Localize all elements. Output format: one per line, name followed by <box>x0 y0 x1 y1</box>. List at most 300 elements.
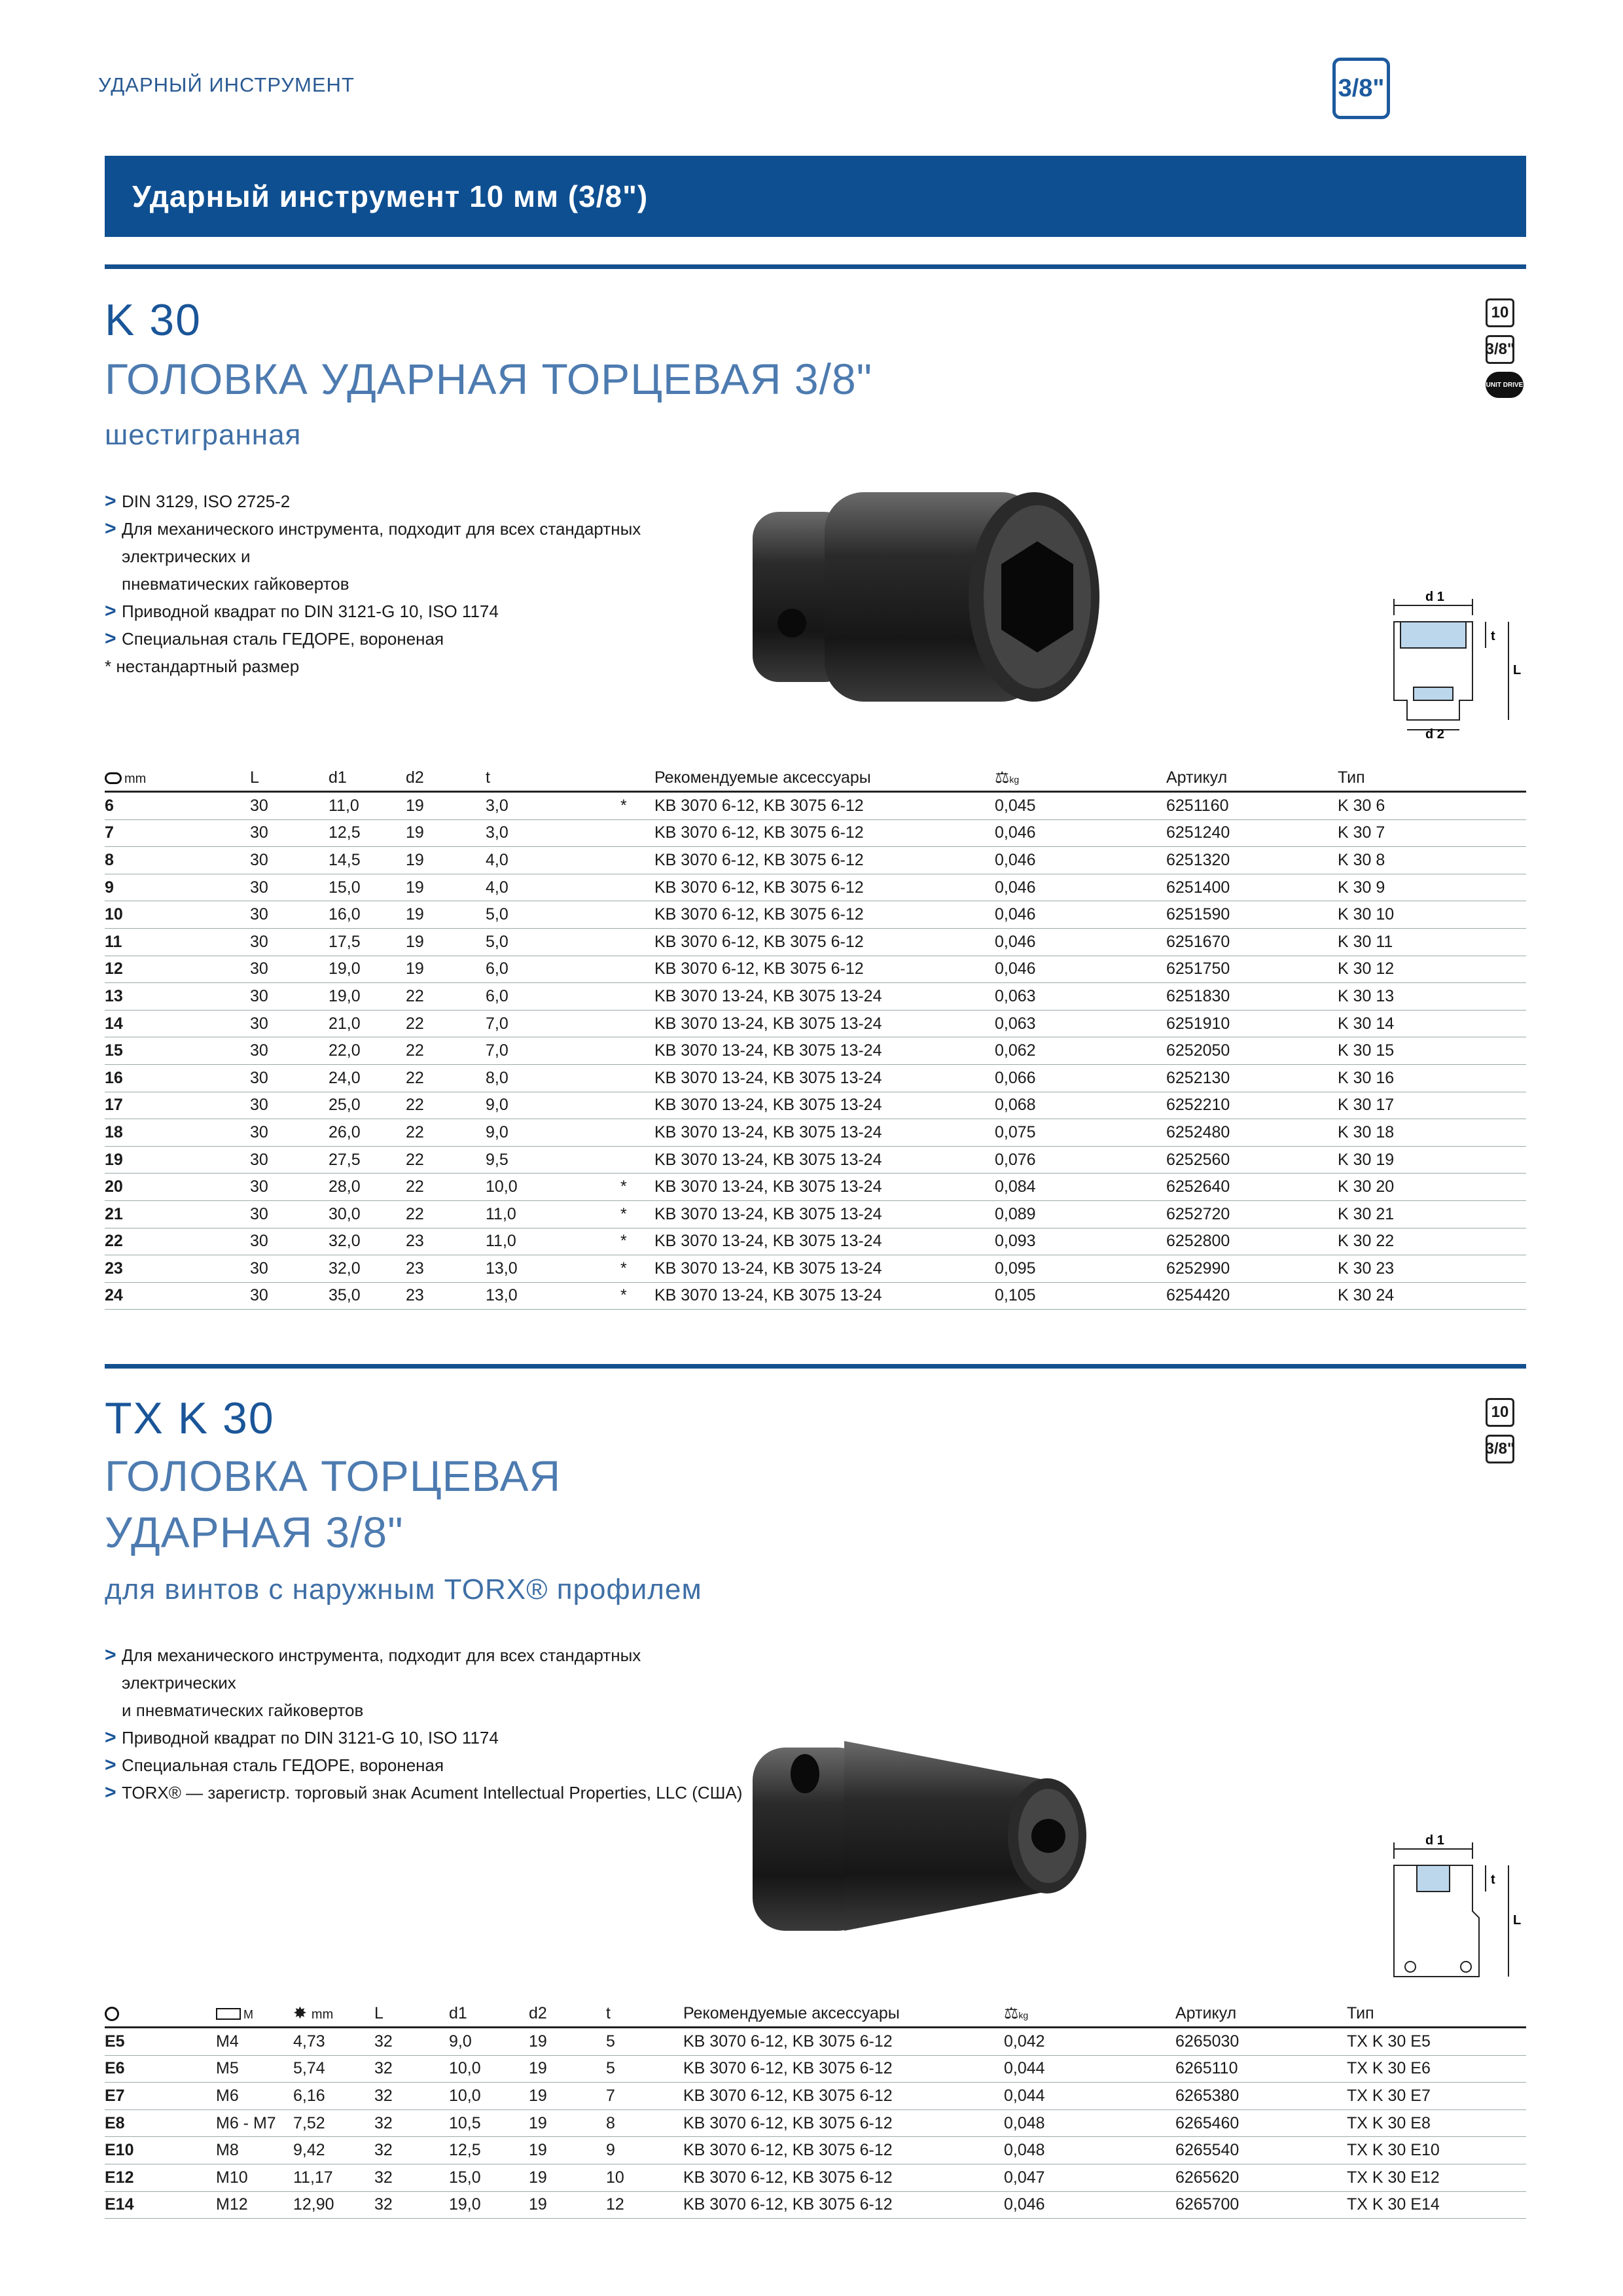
k30-dimension-diagram <box>1381 589 1525 740</box>
table-row <box>105 792 1526 820</box>
table-cell: K 30 12 <box>1338 956 1526 983</box>
table-cell: 30 <box>250 847 329 874</box>
section-banner: Ударный инструмент 10 мм (3/8") <box>105 156 1526 237</box>
table-cell: 6,0 <box>486 983 620 1011</box>
table-cell: KB 3070 6-12, KB 3075 6-12 <box>654 792 995 820</box>
table-cell <box>620 1119 654 1147</box>
table-cell: 15,0 <box>329 874 406 901</box>
table-cell: 9,0 <box>486 1092 620 1119</box>
table-cell: 11,17 <box>293 2164 374 2191</box>
table-cell: 19 <box>105 1146 250 1174</box>
table-cell: 11,0 <box>486 1200 620 1228</box>
table-cell: 4,0 <box>486 847 620 874</box>
table-cell: K 30 7 <box>1338 819 1526 847</box>
table-row <box>105 1064 1526 1092</box>
table-cell: KB 3070 13-24, KB 3075 13-24 <box>654 1146 995 1174</box>
table-cell: E7 <box>105 2083 216 2110</box>
section-rule <box>105 1364 1526 1369</box>
table-cell: 6265620 <box>1175 2164 1347 2191</box>
table-cell: 6251670 <box>1166 928 1338 956</box>
table-cell: 6265460 <box>1175 2109 1347 2137</box>
table-cell: 30,0 <box>329 1200 406 1228</box>
table-cell: 6252050 <box>1166 1037 1338 1065</box>
table-cell: 30 <box>250 1200 329 1228</box>
size-10-icon: 10 <box>1486 1398 1514 1427</box>
table-cell: K 30 20 <box>1338 1174 1526 1201</box>
table-cell: 9,5 <box>486 1146 620 1174</box>
table-cell: 6251160 <box>1166 792 1338 820</box>
table-row <box>105 2055 1526 2083</box>
table-row <box>105 983 1526 1011</box>
table-cell: 16,0 <box>329 901 406 929</box>
scale-icon: ⚖ <box>1004 2004 1019 2022</box>
table-cell: 14,5 <box>329 847 406 874</box>
table-cell: KB 3070 6-12, KB 3075 6-12 <box>683 2137 1004 2164</box>
table-cell: 30 <box>250 1037 329 1065</box>
table-row <box>105 956 1526 983</box>
txk30-icons <box>1486 1398 1514 1463</box>
table-cell <box>620 874 654 901</box>
table-cell: * <box>620 1228 654 1255</box>
table-cell: 10,0 <box>449 2083 529 2110</box>
table-cell: 23 <box>406 1255 486 1283</box>
table-row <box>105 1037 1526 1065</box>
table-cell <box>620 1037 654 1065</box>
table-cell: K 30 11 <box>1338 928 1526 956</box>
table-row <box>105 1174 1526 1201</box>
table-cell: 23 <box>406 1228 486 1255</box>
table-row <box>105 901 1526 929</box>
col-weight: ⚖kg <box>1004 2000 1175 2028</box>
table-cell: TX K 30 E12 <box>1347 2164 1526 2191</box>
table-cell <box>620 901 654 929</box>
table-cell: 21 <box>105 1200 250 1228</box>
table-cell: 22 <box>406 1010 486 1037</box>
table-cell: 12 <box>606 2191 683 2219</box>
drive-38-icon: 3/8" <box>1486 335 1514 364</box>
table-cell: 22 <box>406 1064 486 1092</box>
table-cell: 30 <box>250 819 329 847</box>
table-cell: KB 3070 6-12, KB 3075 6-12 <box>683 2083 1004 2110</box>
table-cell: 7,0 <box>486 1037 620 1065</box>
table-cell: 7 <box>105 819 250 847</box>
k30-features <box>105 488 759 680</box>
table-cell: 8,0 <box>486 1064 620 1092</box>
table-cell: KB 3070 6-12, KB 3075 6-12 <box>683 2028 1004 2056</box>
col-d2: d2 <box>406 764 486 792</box>
txk30-title-line1: ГОЛОВКА ТОРЦЕВАЯ <box>105 1452 562 1500</box>
table-cell: 0,044 <box>1004 2055 1175 2083</box>
table-row <box>105 1255 1526 1283</box>
table-cell: K 30 15 <box>1338 1037 1526 1065</box>
table-cell: 0,044 <box>1004 2083 1175 2110</box>
table-row <box>105 1119 1526 1147</box>
table-cell: K 30 14 <box>1338 1010 1526 1037</box>
table-cell: 6265700 <box>1175 2191 1347 2219</box>
table-cell: 25,0 <box>329 1092 406 1119</box>
footnote: * нестандартный размер <box>105 656 300 676</box>
table-cell: 3,0 <box>486 792 620 820</box>
table-cell: 6251240 <box>1166 819 1338 847</box>
col-d1: d1 <box>449 2000 529 2028</box>
table-cell: KB 3070 6-12, KB 3075 6-12 <box>683 2164 1004 2191</box>
table-cell: 22 <box>406 1200 486 1228</box>
table-cell: 30 <box>250 874 329 901</box>
table-cell: 16 <box>105 1064 250 1092</box>
table-cell: 0,046 <box>1004 2191 1175 2219</box>
table-cell: 19 <box>406 792 486 820</box>
table-cell: 0,084 <box>995 1174 1166 1201</box>
table-cell: 13,0 <box>486 1255 620 1283</box>
table-cell: 30 <box>250 1174 329 1201</box>
col-d1: d1 <box>329 764 406 792</box>
table-cell: 19 <box>529 2137 606 2164</box>
table-cell <box>620 1146 654 1174</box>
table-cell: M4 <box>216 2028 293 2056</box>
feature-item: > Специальная сталь ГЕДОРЕ, вороненая <box>105 1751 759 1779</box>
table-cell: KB 3070 13-24, KB 3075 13-24 <box>654 983 995 1011</box>
table-cell: 0,046 <box>995 956 1166 983</box>
table-row <box>105 2083 1526 2110</box>
table-cell: KB 3070 6-12, KB 3075 6-12 <box>654 901 995 929</box>
table-cell: KB 3070 6-12, KB 3075 6-12 <box>654 928 995 956</box>
table-row <box>105 2137 1526 2164</box>
table-cell: 6 <box>105 792 250 820</box>
table-cell: 22 <box>406 1146 486 1174</box>
col-accessories: Рекомендуемые аксессуары <box>654 764 995 792</box>
table-row <box>105 1200 1526 1228</box>
table-cell: 12,5 <box>449 2137 529 2164</box>
table-cell: K 30 9 <box>1338 874 1526 901</box>
table-row <box>105 1010 1526 1037</box>
table-cell: 19,0 <box>329 956 406 983</box>
table-cell: 30 <box>250 1010 329 1037</box>
table-cell: 6265110 <box>1175 2055 1347 2083</box>
table-cell: 0,105 <box>995 1282 1166 1310</box>
table-cell: E5 <box>105 2028 216 2056</box>
table-cell: 19 <box>529 2028 606 2056</box>
table-cell: K 30 16 <box>1338 1064 1526 1092</box>
table-cell: 24,0 <box>329 1064 406 1092</box>
table-cell: 30 <box>250 1255 329 1283</box>
dim-l-label: L <box>1513 663 1522 677</box>
table-cell: 19 <box>406 928 486 956</box>
table-cell: 0,046 <box>995 847 1166 874</box>
table-cell: 0,068 <box>995 1092 1166 1119</box>
table-cell: 0,048 <box>1004 2109 1175 2137</box>
txk30-dimension-diagram <box>1381 1833 1525 1983</box>
table-cell: KB 3070 13-24, KB 3075 13-24 <box>654 1064 995 1092</box>
table-cell: 4,0 <box>486 874 620 901</box>
screw-icon <box>216 2008 241 2020</box>
feature-item: > DIN 3129, ISO 2725-2 <box>105 488 759 515</box>
table-row <box>105 1282 1526 1310</box>
table-cell: KB 3070 13-24, KB 3075 13-24 <box>654 1119 995 1147</box>
table-cell: 6251750 <box>1166 956 1338 983</box>
table-cell: KB 3070 6-12, KB 3075 6-12 <box>654 819 995 847</box>
col-l: L <box>374 2000 449 2028</box>
table-cell: KB 3070 6-12, KB 3075 6-12 <box>683 2055 1004 2083</box>
table-cell: E14 <box>105 2191 216 2219</box>
col-type: Тип <box>1347 2000 1526 2028</box>
table-cell: 7,0 <box>486 1010 620 1037</box>
table-cell: K 30 24 <box>1338 1282 1526 1310</box>
table-cell: KB 3070 13-24, KB 3075 13-24 <box>654 1010 995 1037</box>
table-cell: 35,0 <box>329 1282 406 1310</box>
table-cell: 12,90 <box>293 2191 374 2219</box>
table-cell: 0,062 <box>995 1037 1166 1065</box>
table-cell: 5 <box>606 2055 683 2083</box>
table-cell: 6251400 <box>1166 874 1338 901</box>
table-cell: K 30 21 <box>1338 1200 1526 1228</box>
table-cell: 32 <box>374 2028 449 2056</box>
table-cell: 5,0 <box>486 928 620 956</box>
col-thread: M <box>216 2000 293 2028</box>
table-cell: 6265380 <box>1175 2083 1347 2110</box>
table-cell: * <box>620 1200 654 1228</box>
star-icon: ✸ <box>293 2004 307 2022</box>
table-cell: K 30 6 <box>1338 792 1526 820</box>
table-cell <box>620 956 654 983</box>
feature-item: > Для механического инструмента, подходит для всех стандартных электрических <box>105 1641 759 1696</box>
table-cell: 4,73 <box>293 2028 374 2056</box>
table-cell: 0,047 <box>1004 2164 1175 2191</box>
col-article: Артикул <box>1175 2000 1347 2028</box>
category-label: УДАРНЫЙ ИНСТРУМЕНТ <box>98 73 355 96</box>
table-cell: * <box>620 792 654 820</box>
table-cell: M6 <box>216 2083 293 2110</box>
table-cell: K 30 8 <box>1338 847 1526 874</box>
table-cell: 19 <box>406 874 486 901</box>
unit-drive-icon: UNIT DRIVE <box>1486 372 1524 398</box>
table-cell: 6252210 <box>1166 1092 1338 1119</box>
table-row <box>105 847 1526 874</box>
col-type: Тип <box>1338 764 1526 792</box>
scale-icon: ⚖ <box>995 768 1010 787</box>
table-cell: 10 <box>606 2164 683 2191</box>
table-cell: 0,095 <box>995 1255 1166 1283</box>
table-cell: 6252990 <box>1166 1255 1338 1283</box>
table-cell: 5 <box>606 2028 683 2056</box>
txk30-features <box>105 1641 759 1806</box>
table-cell <box>620 847 654 874</box>
table-cell: KB 3070 13-24, KB 3075 13-24 <box>654 1282 995 1310</box>
table-cell: 30 <box>250 983 329 1011</box>
col-torx <box>105 2000 216 2028</box>
table-cell <box>620 1010 654 1037</box>
table-cell: 19,0 <box>449 2191 529 2219</box>
table-cell: 22 <box>406 983 486 1011</box>
table-cell: 0,089 <box>995 1200 1166 1228</box>
torx-profile-icon <box>105 2007 119 2021</box>
table-cell: 19 <box>529 2164 606 2191</box>
table-cell: TX K 30 E10 <box>1347 2137 1526 2164</box>
table-cell: KB 3070 6-12, KB 3075 6-12 <box>683 2191 1004 2219</box>
table-cell: K 30 17 <box>1338 1092 1526 1119</box>
txk30-spec-table <box>105 2000 1526 2219</box>
table-cell: * <box>620 1174 654 1201</box>
table-cell: E12 <box>105 2164 216 2191</box>
table-cell: 6265540 <box>1175 2137 1347 2164</box>
table-cell: KB 3070 6-12, KB 3075 6-12 <box>654 847 995 874</box>
table-cell: M6 - M7 <box>216 2109 293 2137</box>
table-cell: 17 <box>105 1092 250 1119</box>
table-cell: 32 <box>374 2109 449 2137</box>
table-cell: KB 3070 13-24, KB 3075 13-24 <box>654 1228 995 1255</box>
table-cell: 30 <box>250 792 329 820</box>
dim-d1-label: d 1 <box>1425 590 1444 604</box>
table-cell: 0,046 <box>995 874 1166 901</box>
table-cell: TX K 30 E7 <box>1347 2083 1526 2110</box>
table-cell: KB 3070 13-24, KB 3075 13-24 <box>654 1174 995 1201</box>
table-cell: TX K 30 E14 <box>1347 2191 1526 2219</box>
table-cell <box>620 928 654 956</box>
table-cell: 22,0 <box>329 1037 406 1065</box>
table-cell: 30 <box>250 956 329 983</box>
table-header <box>105 2000 1526 2028</box>
table-cell: 22 <box>406 1092 486 1119</box>
col-t: t <box>606 2000 683 2028</box>
col-t: t <box>486 764 620 792</box>
table-cell <box>620 1064 654 1092</box>
table-row <box>105 1092 1526 1119</box>
table-cell: 6252800 <box>1166 1228 1338 1255</box>
table-cell: KB 3070 6-12, KB 3075 6-12 <box>654 956 995 983</box>
dim-t-label: t <box>1491 629 1495 643</box>
table-cell: 30 <box>250 1146 329 1174</box>
table-cell: 20 <box>105 1174 250 1201</box>
drive-size-badge: 3/8" <box>1332 58 1390 119</box>
table-cell: 9,42 <box>293 2137 374 2164</box>
feature-item: > Приводной квадрат по DIN 3121-G 10, ISO 1174 <box>105 598 759 625</box>
txk30-subtitle: для винтов с наружным TORX® профилем <box>105 1573 702 1605</box>
table-cell: KB 3070 6-12, KB 3075 6-12 <box>683 2109 1004 2137</box>
table-cell: 0,048 <box>1004 2137 1175 2164</box>
k30-subtitle: шестигранная <box>105 419 302 451</box>
feature-item: > Специальная сталь ГЕДОРЕ, вороненая <box>105 625 759 653</box>
dim-d2-label: d 2 <box>1425 727 1444 740</box>
dim-l-label: L <box>1513 1913 1522 1928</box>
table-cell: 30 <box>250 901 329 929</box>
table-cell: K 30 19 <box>1338 1146 1526 1174</box>
table-cell: TX K 30 E5 <box>1347 2028 1526 2056</box>
table-cell: 30 <box>250 1092 329 1119</box>
table-cell: 23 <box>406 1282 486 1310</box>
table-cell: 7 <box>606 2083 683 2110</box>
k30-code: K 30 <box>105 295 202 345</box>
table-cell: 8 <box>606 2109 683 2137</box>
table-cell: 6,0 <box>486 956 620 983</box>
feature-item-continued: пневматических гайковертов <box>122 574 349 594</box>
table-cell: 12 <box>105 956 250 983</box>
table-cell: K 30 18 <box>1338 1119 1526 1147</box>
table-cell: K 30 23 <box>1338 1255 1526 1283</box>
table-cell: M8 <box>216 2137 293 2164</box>
table-cell: 21,0 <box>329 1010 406 1037</box>
table-row <box>105 1146 1526 1174</box>
txk30-code: TX K 30 <box>105 1393 275 1443</box>
table-cell: 5,74 <box>293 2055 374 2083</box>
hex-socket-photo <box>746 486 1113 708</box>
table-row <box>105 928 1526 956</box>
table-cell: 8 <box>105 847 250 874</box>
feature-item: > TORX® — зарегистр. торговый знак Acument Intellectual Properties, LLC (США) <box>105 1779 759 1806</box>
table-cell: 9 <box>606 2137 683 2164</box>
table-cell: 30 <box>250 1282 329 1310</box>
drive-38-icon: 3/8" <box>1486 1435 1514 1463</box>
table-header <box>105 764 1526 792</box>
table-row <box>105 2164 1526 2191</box>
table-cell: 32 <box>374 2083 449 2110</box>
table-row <box>105 2028 1526 2056</box>
col-accessories: Рекомендуемые аксессуары <box>683 2000 1004 2028</box>
table-cell: 30 <box>250 1064 329 1092</box>
table-cell: 18 <box>105 1119 250 1147</box>
table-cell: 19 <box>529 2109 606 2137</box>
table-cell: 10,0 <box>486 1174 620 1201</box>
table-row <box>105 2191 1526 2219</box>
table-cell: 6254420 <box>1166 1282 1338 1310</box>
table-cell: E8 <box>105 2109 216 2137</box>
table-cell: 0,093 <box>995 1228 1166 1255</box>
dim-t-label: t <box>1491 1873 1495 1887</box>
table-cell: 0,042 <box>1004 2028 1175 2056</box>
table-cell: M5 <box>216 2055 293 2083</box>
table-cell: 0,075 <box>995 1119 1166 1147</box>
dim-d1-label: d 1 <box>1425 1833 1444 1848</box>
table-cell: TX K 30 E8 <box>1347 2109 1526 2137</box>
table-cell: 19 <box>529 2191 606 2219</box>
k30-title: ГОЛОВКА УДАРНАЯ ТОРЦЕВАЯ 3/8" <box>105 355 873 403</box>
table-cell: 6265030 <box>1175 2028 1347 2056</box>
table-cell: 11,0 <box>329 792 406 820</box>
table-cell: 0,046 <box>995 928 1166 956</box>
table-cell: 6,16 <box>293 2083 374 2110</box>
table-cell: 30 <box>250 1228 329 1255</box>
table-cell: 19 <box>406 819 486 847</box>
table-cell: 32 <box>374 2164 449 2191</box>
col-article: Артикул <box>1166 764 1338 792</box>
col-l: L <box>250 764 329 792</box>
table-cell: 32 <box>374 2055 449 2083</box>
table-cell: 15 <box>105 1037 250 1065</box>
table-row <box>105 1228 1526 1255</box>
txk30-title-line2: УДАРНАЯ 3/8" <box>105 1508 404 1556</box>
table-cell: * <box>620 1282 654 1310</box>
table-cell: 0,063 <box>995 983 1166 1011</box>
table-cell <box>620 819 654 847</box>
table-cell: K 30 22 <box>1338 1228 1526 1255</box>
size-10-icon: 10 <box>1486 298 1514 327</box>
table-cell <box>620 983 654 1011</box>
table-cell: E10 <box>105 2137 216 2164</box>
table-cell: 19 <box>406 956 486 983</box>
k30-spec-table <box>105 764 1526 1310</box>
table-row <box>105 874 1526 901</box>
table-cell: 6251830 <box>1166 983 1338 1011</box>
table-cell: 0,046 <box>995 901 1166 929</box>
table-cell: 32,0 <box>329 1255 406 1283</box>
table-cell: 17,5 <box>329 928 406 956</box>
section-rule <box>105 264 1526 269</box>
torx-socket-photo <box>746 1728 1113 1944</box>
table-cell: M10 <box>216 2164 293 2191</box>
table-cell: 9,0 <box>449 2028 529 2056</box>
table-cell: 6251590 <box>1166 901 1338 929</box>
table-cell: M12 <box>216 2191 293 2219</box>
table-cell: 6251320 <box>1166 847 1338 874</box>
table-cell: KB 3070 13-24, KB 3075 13-24 <box>654 1037 995 1065</box>
